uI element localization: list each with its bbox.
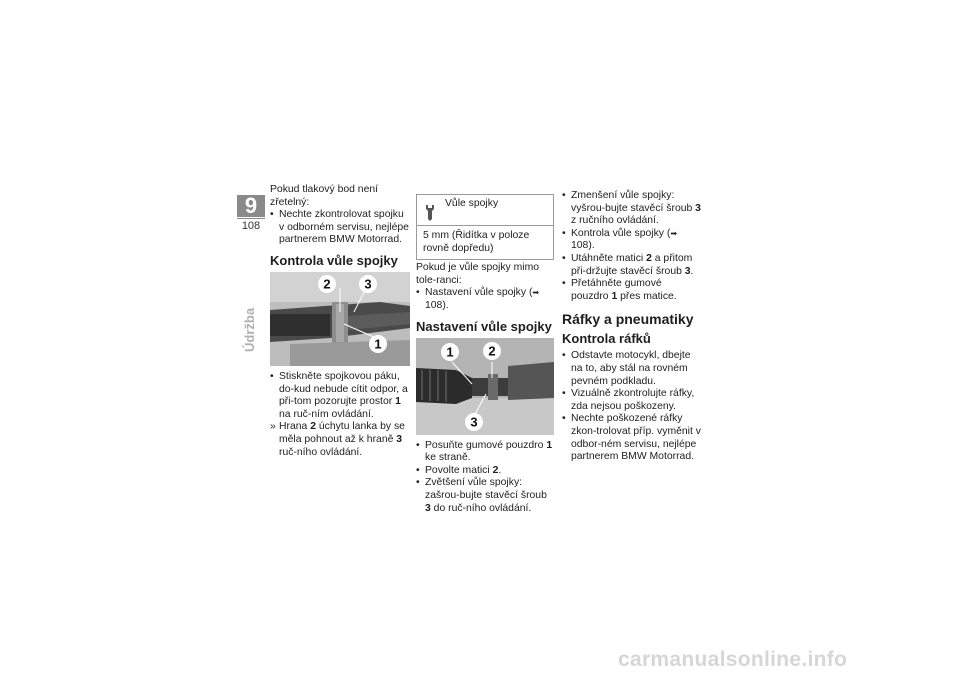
list-item: • Posuňte gumové pouzdro 1 ke straně. <box>416 440 554 465</box>
list-item: • Utáhněte matici 2 a přitom při-držujte stavěcí šroub 3. <box>562 253 702 278</box>
list-item: • Stiskněte spojkovou páku, do-kud nebude cítit odpor, a při-tom pozorujte prostor 1 na ruč-ním ovládání. <box>270 371 410 421</box>
step-list <box>562 190 702 303</box>
clutch-adjust-photo <box>416 338 554 435</box>
clutch-lever-photo <box>270 272 410 366</box>
photo-label-3: 3 <box>470 414 478 430</box>
bullet-list <box>416 287 554 312</box>
subsection-heading-rim-check: Kontrola ráfků <box>562 331 651 347</box>
spec-value: 5 mm (Řidítka v poloze rovně dopředu) <box>423 230 530 254</box>
bullet-list <box>270 209 410 247</box>
section-heading-clutch-adjust: Nastavení vůle spojky <box>416 318 552 334</box>
arrow-icon: ➡ <box>532 288 540 298</box>
step-list <box>416 440 554 516</box>
tolerance-text: Pokud je vůle spojky mimo tole-ranci: <box>416 262 540 286</box>
photo-label-1: 1 <box>374 336 382 352</box>
watermark: carmanualsonline.info <box>618 648 848 671</box>
list-item: • Zmenšení vůle spojky: vyšrou-bujte stavěcí šroub 3 z ručního ovládání. <box>562 190 702 228</box>
chapter-number: 9 <box>237 195 265 217</box>
spec-label: Vůle spojky <box>445 198 499 209</box>
list-item: • Vizuálně zkontrolujte ráfky, zda nejsou poškozeny. <box>562 388 702 413</box>
section-heading-clutch-check: Kontrola vůle spojky <box>270 252 398 268</box>
list-item: • Kontrola vůle spojky (➡ 108). <box>562 228 702 253</box>
column-1 <box>270 184 410 459</box>
wrench-icon <box>423 204 437 222</box>
chapter-divider <box>237 218 265 219</box>
photo-label-1: 1 <box>446 344 454 360</box>
list-item: • Zvětšení vůle spojky: zašrou-bujte stavěcí šroub 3 do ruč-ního ovládání. <box>416 477 554 515</box>
clutch-adjust-illustration <box>416 338 554 435</box>
list-item: • Nechte zkontrolovat spojku v odborném servisu, nejlépe partnerem BMW Motorrad. <box>270 209 410 247</box>
page-number: 108 <box>241 220 261 232</box>
step-list <box>270 371 410 459</box>
list-item: • Nechte poškozené ráfky zkon-trolovat příp. vyměnit v odbor-ném servisu, nejlépe partnerem BMW Motorrad. <box>562 413 702 463</box>
list-item: • Nastavení vůle spojky (➡ 108). <box>416 287 554 312</box>
spec-box-header <box>417 195 553 226</box>
chapter-title: Údržba <box>242 307 257 352</box>
intro-text: Pokud tlakový bod není zřetelný: <box>270 184 379 208</box>
bullet-list <box>562 350 702 463</box>
list-item: • Přetáhněte gumové pouzdro 1 přes matice. <box>562 278 702 303</box>
column-2 <box>416 190 554 515</box>
photo-label-2: 2 <box>323 276 331 292</box>
photo-label-3: 3 <box>364 276 372 292</box>
result-item: » Hrana 2 úchytu lanka by se měla pohnout až k hraně 3 ruč-ního ovládání. <box>270 421 410 459</box>
arrow-icon: ➡ <box>670 228 678 238</box>
clutch-lever-illustration <box>270 272 410 366</box>
column-3 <box>562 190 702 464</box>
spec-box <box>416 194 554 260</box>
photo-label-2: 2 <box>488 343 496 359</box>
section-heading-rims-tyres: Ráfky a pneumatiky <box>562 311 694 328</box>
list-item: • Povolte matici 2. <box>416 465 554 478</box>
list-item: • Odstavte motocykl, dbejte na to, aby stál na rovném pevném podkladu. <box>562 350 702 388</box>
